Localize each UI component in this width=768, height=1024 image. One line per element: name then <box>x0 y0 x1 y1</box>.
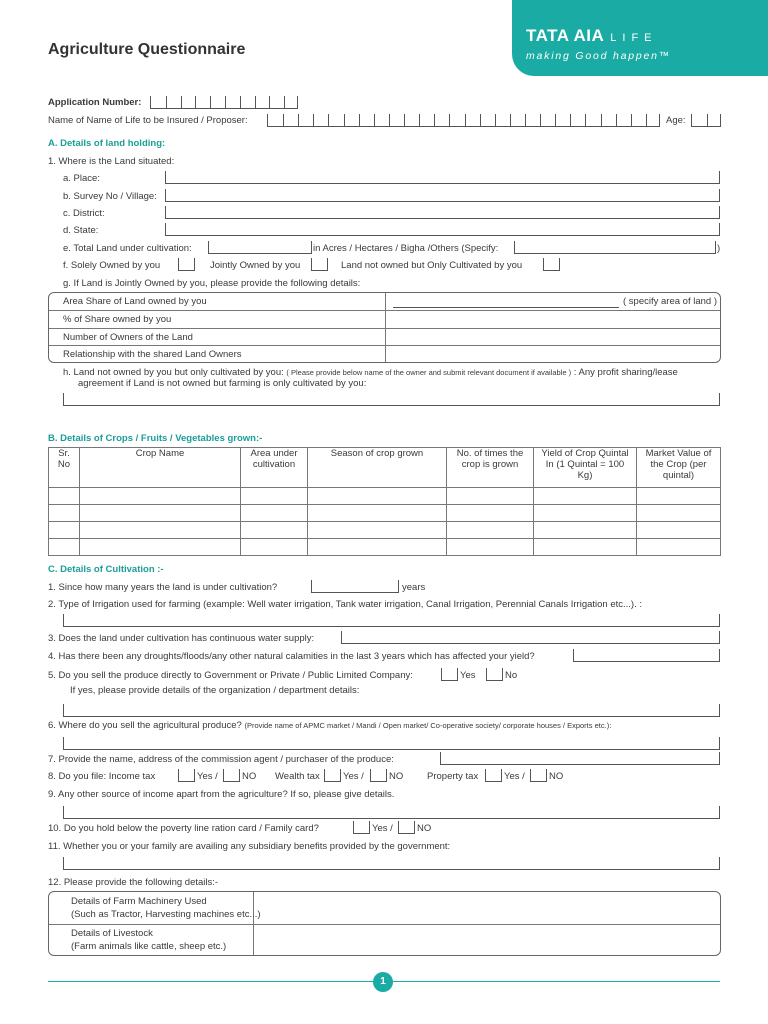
comb-divider <box>404 114 405 127</box>
bpl-no-label: NO <box>417 823 432 834</box>
water-supply-label: 3. Does the land under cultivation has continuous water supply: <box>48 633 315 644</box>
district-field[interactable] <box>165 206 720 219</box>
comb-divider <box>240 96 241 109</box>
joint-row-area: Area Share of Land owned by you <box>63 296 207 307</box>
income-tax-yes-label: Yes / <box>197 771 218 782</box>
cultivation-years-field[interactable] <box>311 580 399 593</box>
subsidiary-benefits-field[interactable] <box>63 857 720 870</box>
income-tax-no-label: NO <box>242 771 257 782</box>
land-units-close: ) <box>717 243 721 254</box>
property-tax-label: Property tax <box>427 771 479 782</box>
other-income-label: 9. Any other source of income apart from the agriculture? If so, please give details. <box>48 789 395 800</box>
section-b-heading: B. Details of Crops / Fruits / Vegetables grown:- <box>48 433 263 444</box>
subsidiary-benefits-label: 11. Whether you or your family are availing any subsidiary benefits provided by the government: <box>48 841 451 852</box>
comb-divider <box>374 114 375 127</box>
brand-logo <box>512 0 768 76</box>
area-share-field[interactable] <box>393 296 619 308</box>
specify-area-label: ( specify area of land ) <box>623 296 717 307</box>
not-owned-checkbox[interactable] <box>543 258 560 271</box>
comb-divider <box>449 114 450 127</box>
joint-row-share: % of Share owned by you <box>63 314 172 325</box>
joint-row-owners: Number of Owners of the Land <box>63 332 193 343</box>
cultivation-years-label: 1. Since how many years the land is under cultivation? <box>48 582 278 593</box>
wealth-tax-no-checkbox[interactable] <box>370 769 387 782</box>
district-label: c. District: <box>63 208 105 219</box>
following-details-label: 12. Please provide the following details:- <box>48 877 219 888</box>
comb-divider <box>195 96 196 109</box>
sell-where-field[interactable] <box>63 737 720 750</box>
sell-where-label: 6. Where do you sell the agricultural produce? (Provide name of APMC market / Mandi / Open market/ Co-operative society/ corporate houses / Exports etc.): <box>48 720 612 731</box>
land-units-specify-field[interactable] <box>514 241 716 254</box>
comb-divider <box>570 114 571 127</box>
comb-divider <box>389 114 390 127</box>
age-field[interactable] <box>691 114 721 127</box>
col-sr-no: Sr. No <box>49 448 80 488</box>
comb-divider <box>555 114 556 127</box>
survey-label: b. Survey No / Village: <box>63 191 157 202</box>
jointly-owned-checkbox[interactable] <box>311 258 328 271</box>
livestock-hint: (Farm animals like cattle, sheep etc.) <box>71 941 227 952</box>
wealth-tax-yes-label: Yes / <box>343 771 364 782</box>
calamities-label: 4. Has there been any droughts/floods/any other natural calamities in the last 3 years which has affected your yield? <box>48 651 535 662</box>
comb-divider <box>585 114 586 127</box>
comb-divider <box>495 114 496 127</box>
comb-divider <box>510 114 511 127</box>
name-field[interactable] <box>267 114 660 127</box>
sell-directly-yes-checkbox[interactable] <box>441 668 458 681</box>
joint-details-label: g. If Land is Jointly Owned by you, please provide the following details: <box>63 278 361 289</box>
income-tax-yes-checkbox[interactable] <box>178 769 195 782</box>
solely-owned-label: f. Solely Owned by you <box>63 260 161 271</box>
livestock-field[interactable] <box>255 925 721 956</box>
irrigation-label: 2. Type of Irrigation used for farming (example: Well water irrigation, Tank water irrigation, Canal Irrigation, Perennial Canals Irrigation etc...). : <box>48 599 643 610</box>
bpl-no-checkbox[interactable] <box>398 821 415 834</box>
sell-directly-no-checkbox[interactable] <box>486 668 503 681</box>
bpl-card-label: 10. Do you hold below the poverty line ration card / Family card? <box>48 823 319 834</box>
income-tax-no-checkbox[interactable] <box>223 769 240 782</box>
state-field[interactable] <box>165 223 720 236</box>
comb-divider <box>525 114 526 127</box>
place-field[interactable] <box>165 171 720 184</box>
property-tax-no-label: NO <box>549 771 564 782</box>
joint-ownership-table <box>48 292 721 363</box>
col-yield: Yield of Crop Quintal In (1 Quintal = 100 Kg) <box>534 448 637 488</box>
bpl-yes-label: Yes / <box>372 823 393 834</box>
land-units-label: in Acres / Hectares / Bigha /Others (Specify: <box>313 243 499 254</box>
joint-row-relationship: Relationship with the shared Land Owners <box>63 349 242 360</box>
total-land-field[interactable] <box>208 241 312 254</box>
comb-divider <box>298 114 299 127</box>
machinery-field[interactable] <box>255 892 721 923</box>
comb-divider <box>255 96 256 109</box>
agent-field[interactable] <box>440 752 720 765</box>
comb-divider <box>269 96 270 109</box>
comb-divider <box>210 96 211 109</box>
col-market-value: Market Value of the Crop (per quintal) <box>637 448 721 488</box>
property-tax-no-checkbox[interactable] <box>530 769 547 782</box>
comb-divider <box>540 114 541 127</box>
income-tax-label: 8. Do you file: Income tax <box>48 771 156 782</box>
comb-divider <box>434 114 435 127</box>
comb-divider <box>283 114 284 127</box>
not-owned-label: Land not owned but Only Cultivated by you <box>341 260 523 271</box>
not-owned-details-line2: agreement if Land is not owned but farming is only cultivated by you: <box>78 378 367 389</box>
section-c-heading: C. Details of Cultivation :- <box>48 564 164 575</box>
table-row[interactable] <box>49 505 721 522</box>
other-income-field[interactable] <box>63 806 720 819</box>
jointly-owned-label: Jointly Owned by you <box>210 260 301 271</box>
wealth-tax-label: Wealth tax <box>275 771 320 782</box>
not-owned-details-label: h. Land not owned by you but only cultivated by you: ( Please provide below name of the owner and submit relevant document if available ) : Any profit sharing/lease <box>63 367 678 378</box>
wealth-tax-no-label: NO <box>389 771 404 782</box>
application-number-label: Application Number: <box>48 97 142 108</box>
col-area: Area under cultivation <box>241 448 308 488</box>
livestock-label: Details of Livestock <box>71 928 153 939</box>
col-crop-name: Crop Name <box>80 448 241 488</box>
comb-divider <box>480 114 481 127</box>
calamities-field[interactable] <box>573 649 720 662</box>
comb-divider <box>601 114 602 127</box>
col-times: No. of times the crop is grown <box>447 448 534 488</box>
wealth-tax-yes-checkbox[interactable] <box>324 769 341 782</box>
col-season: Season of crop grown <box>308 448 447 488</box>
place-label: a. Place: <box>63 173 100 184</box>
solely-owned-checkbox[interactable] <box>178 258 195 271</box>
application-number-field[interactable] <box>150 96 298 109</box>
page-number: 1 <box>373 972 393 992</box>
water-supply-field[interactable] <box>341 631 720 644</box>
comb-divider <box>284 96 285 109</box>
farm-details-table <box>48 891 721 956</box>
comb-divider <box>328 114 329 127</box>
comb-divider <box>181 96 182 109</box>
comb-divider <box>313 114 314 127</box>
agent-label: 7. Provide the name, address of the commission agent / purchaser of the produce: <box>48 754 394 765</box>
table-row[interactable] <box>49 522 721 539</box>
brand-life: LIFE <box>610 32 658 44</box>
table-row[interactable] <box>49 539 721 556</box>
section-a-heading: A. Details of land holding: <box>48 138 166 149</box>
sell-directly-yes-label: Yes <box>460 670 476 681</box>
organization-details-field[interactable] <box>63 704 720 717</box>
bpl-yes-checkbox[interactable] <box>353 821 370 834</box>
property-tax-yes-checkbox[interactable] <box>485 769 502 782</box>
sell-directly-no-label: No <box>505 670 518 681</box>
comb-divider <box>419 114 420 127</box>
page-title: Agriculture Questionnaire <box>48 41 246 58</box>
not-owned-details-field[interactable] <box>63 393 720 406</box>
comb-divider <box>707 114 708 127</box>
property-tax-yes-label: Yes / <box>504 771 525 782</box>
total-land-label: e. Total Land under cultivation: <box>63 243 192 254</box>
brand-name: TATA AIA <box>526 26 605 45</box>
crops-table <box>48 447 721 556</box>
comb-divider <box>631 114 632 127</box>
machinery-label: Details of Farm Machinery Used <box>71 896 207 907</box>
comb-divider <box>359 114 360 127</box>
name-label: Name of Name of Life to be Insured / Proposer: <box>48 115 248 126</box>
comb-divider <box>616 114 617 127</box>
section-a-q1: 1. Where is the Land situated: <box>48 156 175 167</box>
brand-tagline: making Good happen™ <box>526 50 672 62</box>
organization-details-label: If yes, please provide details of the organization / department details: <box>70 685 360 696</box>
survey-field[interactable] <box>165 189 720 202</box>
sell-directly-label: 5. Do you sell the produce directly to Government or Private / Public Limited Company: <box>48 670 413 681</box>
comb-divider <box>344 114 345 127</box>
irrigation-field[interactable] <box>63 614 720 627</box>
table-row[interactable] <box>49 488 721 505</box>
state-label: d. State: <box>63 225 99 236</box>
comb-divider <box>465 114 466 127</box>
years-unit: years <box>402 582 426 593</box>
comb-divider <box>166 96 167 109</box>
machinery-hint: (Such as Tractor, Harvesting machines etc...) <box>71 909 261 920</box>
age-label: Age: <box>666 115 686 126</box>
comb-divider <box>225 96 226 109</box>
comb-divider <box>646 114 647 127</box>
